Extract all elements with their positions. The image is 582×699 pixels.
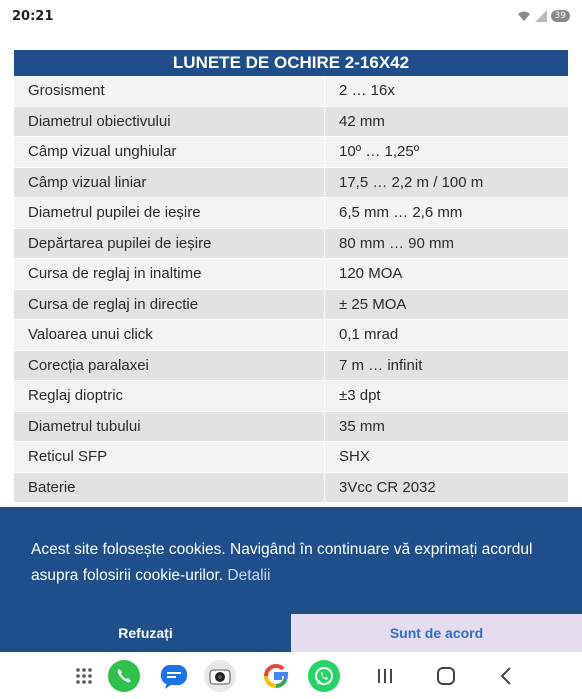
cookie-details-link[interactable]: Detalii xyxy=(227,567,271,584)
row-label: Cursa de reglaj in inaltime xyxy=(14,259,325,289)
cookie-banner xyxy=(0,507,582,614)
refuse-button[interactable]: Refuzați xyxy=(0,614,291,652)
table-row xyxy=(14,320,568,351)
row-value: 3Vcc CR 2032 xyxy=(339,478,436,496)
cookie-message: Acest site folosește cookies. Navigând în continuare vă exprimați acordul asupra folosirii cookie-urilor. xyxy=(31,541,533,584)
table-row xyxy=(14,137,568,168)
table-row xyxy=(14,259,568,290)
cookie-text xyxy=(31,537,552,589)
table-row xyxy=(14,76,568,107)
table-row xyxy=(14,473,568,504)
row-label: Diametrul obiectivului xyxy=(14,107,325,137)
row-value: ±3 dpt xyxy=(339,387,381,405)
table-row xyxy=(14,107,568,138)
spec-table xyxy=(14,50,568,503)
row-value: 80 mm … 90 mm xyxy=(339,234,455,252)
row-label: Baterie xyxy=(14,473,325,503)
status-bar xyxy=(0,0,582,32)
table-row xyxy=(14,168,568,199)
table-row xyxy=(14,412,568,443)
row-value: 120 MOA xyxy=(339,265,403,283)
row-value: 42 mm xyxy=(339,112,385,130)
row-value: 10º … 1,25º xyxy=(339,143,420,161)
table-title: LUNETE DE OCHIRE 2-16X42 xyxy=(14,50,568,76)
row-label: Reglaj dioptric xyxy=(14,381,325,411)
table-row xyxy=(14,351,568,382)
row-value: ± 25 MOA xyxy=(339,295,407,313)
table-row xyxy=(14,290,568,321)
row-value: 35 mm xyxy=(339,417,385,435)
table-row xyxy=(14,229,568,260)
table-row xyxy=(14,381,568,412)
google-icon[interactable] xyxy=(260,660,292,692)
row-label: Reticul SFP xyxy=(14,442,325,472)
row-label: Diametrul tubului xyxy=(14,412,325,442)
back-icon[interactable] xyxy=(492,664,520,688)
row-label: Valoarea unui click xyxy=(14,320,325,350)
battery-icon: 39 xyxy=(551,10,570,22)
row-label: Grosisment xyxy=(14,76,325,106)
table-row xyxy=(14,198,568,229)
apps-grid-icon[interactable] xyxy=(68,660,100,692)
row-label: Câmp vizual liniar xyxy=(14,168,325,198)
row-label: Cursa de reglaj in directie xyxy=(14,290,325,320)
status-time: 20:21 xyxy=(12,8,54,24)
row-label: Diametrul pupilei de ieșire xyxy=(14,198,325,228)
messages-icon[interactable] xyxy=(158,660,190,692)
row-value: 0,1 mrad xyxy=(339,326,399,344)
status-icons xyxy=(517,10,570,22)
row-label: Corecția paralaxei xyxy=(14,351,325,381)
whatsapp-icon[interactable] xyxy=(308,660,340,692)
row-value: 17,5 … 2,2 m / 100 m xyxy=(339,173,484,191)
table-body xyxy=(14,76,568,503)
row-value: SHX xyxy=(339,448,370,466)
wifi-icon xyxy=(517,10,531,22)
recents-icon[interactable] xyxy=(371,664,399,688)
row-value: 7 m … infinit xyxy=(339,356,423,374)
phone-icon[interactable] xyxy=(108,660,140,692)
cookie-buttons xyxy=(0,614,582,652)
row-label: Depărtarea pupilei de ieșire xyxy=(14,229,325,259)
table-row xyxy=(14,442,568,473)
row-label: Câmp vizual unghiular xyxy=(14,137,325,167)
row-value: 2 … 16x xyxy=(339,82,395,100)
home-icon[interactable] xyxy=(432,664,460,688)
camera-icon[interactable] xyxy=(204,660,236,692)
row-value: 6,5 mm … 2,6 mm xyxy=(339,204,463,222)
signal-icon xyxy=(535,10,547,22)
accept-button[interactable]: Sunt de acord xyxy=(291,614,582,652)
